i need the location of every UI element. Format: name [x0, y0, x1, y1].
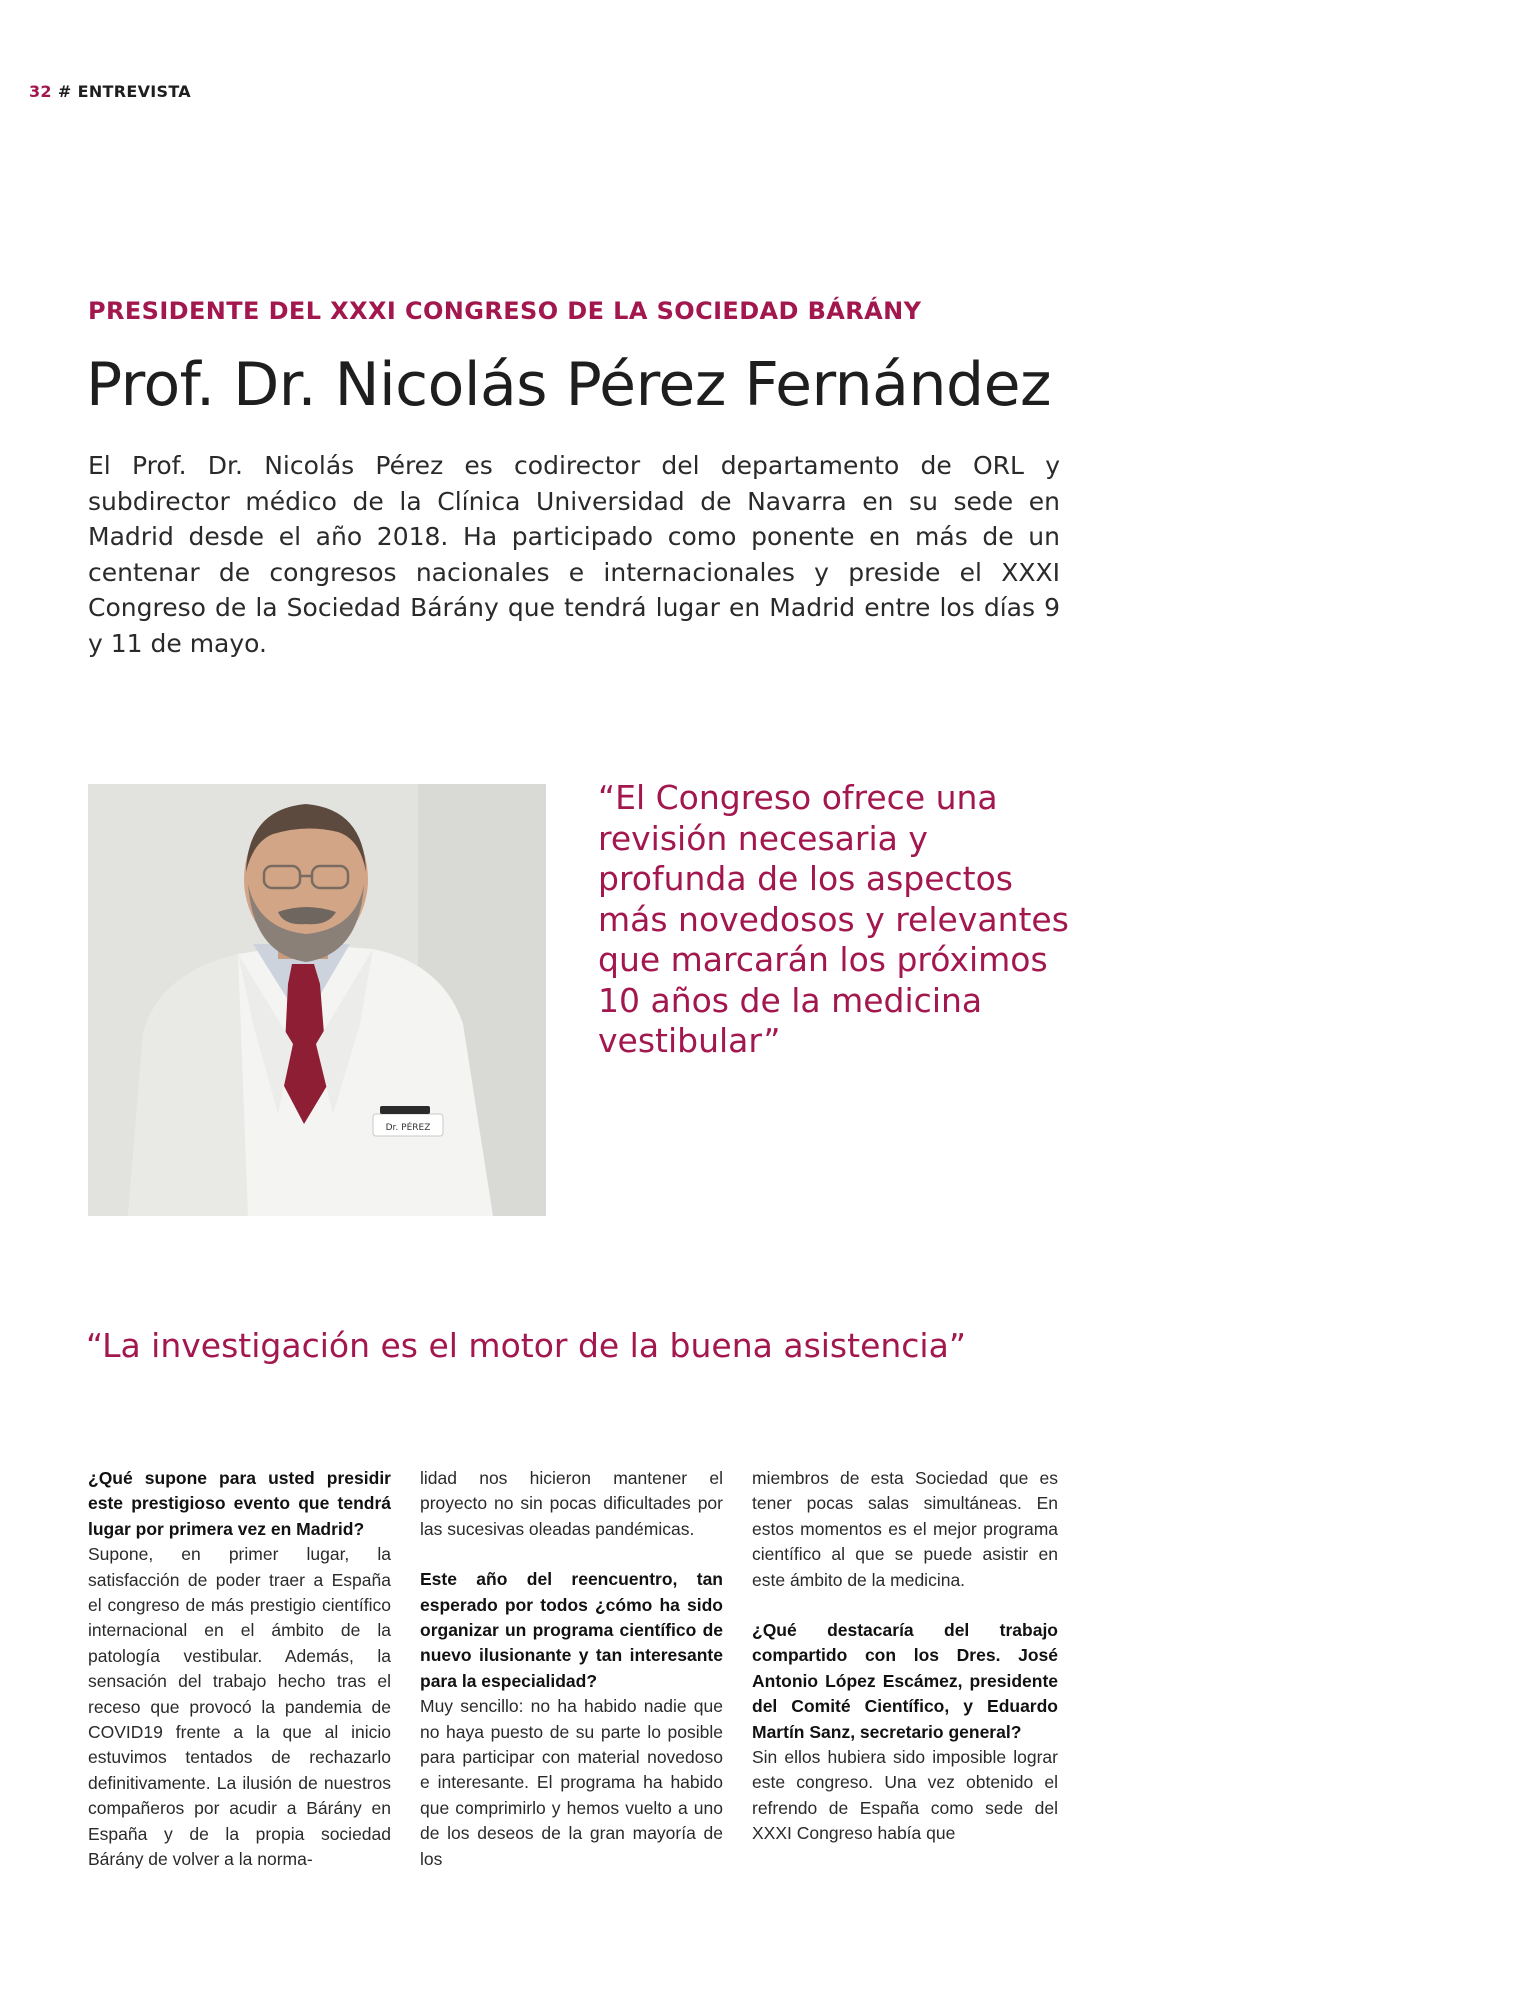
section-headline-quote: “La investigación es el motor de la buena asistencia” [86, 1326, 966, 1365]
answer-2-continued: miembros de esta Sociedad que es tener pocas salas simultáneas. En estos momentos es el mejor programa científico al que se puede asistir en este ámbito de la medicina. [752, 1468, 1058, 1590]
answer-2: Muy sencillo: no ha habido nadie que no haya puesto de su parte lo posible para participar con material novedoso e interesante. El programa ha habido que comprimirlo y hemos vuelto a uno de los deseos de la gran mayoría de los [420, 1696, 723, 1869]
section-label: ENTREVISTA [77, 82, 191, 101]
paragraph-gap [752, 1593, 1058, 1618]
answer-3: Sin ellos hubiera sido imposible lograr este congreso. Una vez obtenido el refrendo de España como sede del XXXI Congreso había que [752, 1747, 1058, 1844]
coat-badge-text: Dr. PÉREZ [385, 1123, 431, 1133]
answer-1-continued: lidad nos hicieron mantener el proyecto no sin pocas dificultades por las sucesivas oleadas pandémicas. [420, 1468, 723, 1539]
portrait-illustration [88, 784, 546, 1216]
answer-1: Supone, en primer lugar, la satisfacción de poder traer a España el congreso de más prestigio científico internacional en el ámbito de la patología vestibular. Además, la sensación del trabajo hecho tras el receso que provocó la pandemia de COVID19 frente a la que al inicio estuvimos tentados de rechazarlo definitivamente. La ilusión de nuestros compañeros por acudir a Bárány en España y de la propia sociedad Bárány de volver a la norma- [88, 1544, 391, 1870]
article-title: Prof. Dr. Nicolás Pérez Fernández [86, 350, 1051, 420]
text-column-1 [88, 1466, 391, 1873]
article-kicker: PRESIDENTE DEL XXXI CONGRESO DE LA SOCIEDAD BÁRÁNY [88, 297, 922, 325]
question-1: ¿Qué supone para usted presidir este prestigioso evento que tendrá lugar por primera vez en Madrid? [88, 1468, 391, 1539]
portrait-photo [88, 784, 546, 1216]
paragraph-gap [420, 1542, 723, 1567]
text-column-2 [420, 1466, 723, 1872]
page-number: 32 [29, 82, 52, 101]
text-column-3 [752, 1466, 1058, 1847]
page-folio [29, 82, 191, 101]
pull-quote: “El Congreso ofrece una revisión necesaria y profunda de los aspectos más novedosos y relevantes que marcarán los próximos 10 años de la medicina vestibular” [598, 778, 1069, 1060]
question-3: ¿Qué destacaría del trabajo compartido con los Dres. José Antonio López Escámez, presidente del Comité Científico, y Eduardo Martín Sanz, secretario general? [752, 1620, 1058, 1742]
question-2: Este año del reencuentro, tan esperado por todos ¿cómo ha sido organizar un programa científico de nuevo ilusionante y tan interesante para la especialidad? [420, 1569, 723, 1691]
article-lead: El Prof. Dr. Nicolás Pérez es codirector del departamento de ORL y subdirector médico de la Clínica Universidad de Navarra en su sede en Madrid desde el año 2018. Ha participado como ponente en más de un centenar de congresos nacionales e internacionales y preside el XXXI Congreso de la Sociedad Bárány que tendrá lugar en Madrid entre los días 9 y 11 de mayo. [88, 451, 1060, 658]
folio-separator: # [57, 82, 72, 101]
